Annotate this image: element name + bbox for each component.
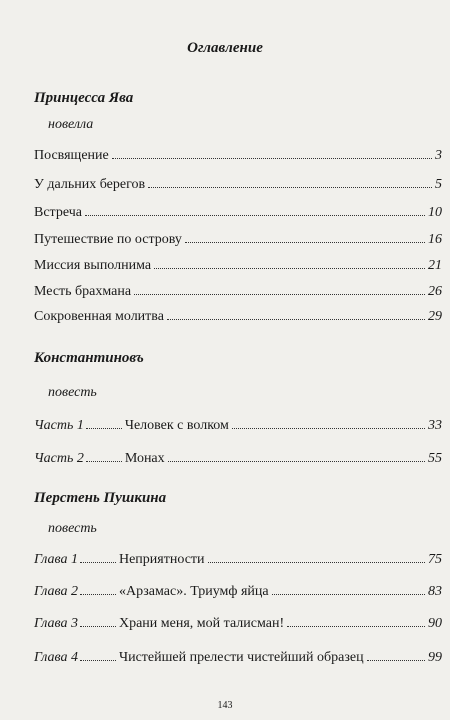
- section-title: Принцесса Ява: [34, 90, 134, 106]
- entry-page: 90: [428, 616, 442, 631]
- leader-dots: [272, 594, 425, 595]
- toc-entry: [34, 230, 442, 250]
- entry-prefix: Глава 2: [34, 584, 78, 599]
- leader-dots: [232, 428, 425, 429]
- entry-page: 29: [428, 309, 442, 324]
- entry-label: У дальних берегов: [34, 177, 146, 192]
- section-title: Константиновъ: [34, 350, 144, 366]
- entry-page: 3: [435, 148, 442, 163]
- entry-prefix: Глава 1: [34, 552, 78, 567]
- toc-entry: [34, 582, 442, 602]
- entry-label: Неприятности: [118, 552, 205, 567]
- section-genre: повесть: [48, 385, 97, 400]
- entry-label: «Арзамас». Триумф яйца: [118, 584, 269, 599]
- toc-entry: [34, 203, 442, 223]
- toc-entry: [34, 614, 442, 634]
- entry-page: 16: [428, 232, 442, 247]
- leader-dots: [167, 319, 425, 320]
- entry-label: Сокровенная молитва: [34, 309, 164, 324]
- leader-dots: [154, 268, 425, 269]
- entry-label: Человек с волком: [124, 418, 229, 433]
- toc-title: Оглавление: [187, 40, 263, 56]
- entry-page: 75: [428, 552, 442, 567]
- entry-prefix: Глава 3: [34, 616, 78, 631]
- entry-label: Чистейшей прелести чистейший образец: [118, 650, 364, 665]
- entry-label: Храни меня, мой талисман!: [118, 616, 285, 631]
- section-genre: повесть: [48, 521, 97, 536]
- toc-entry: [34, 146, 442, 166]
- entry-page: 10: [428, 205, 442, 220]
- leader-dots: [185, 242, 425, 243]
- entry-page: 5: [435, 177, 442, 192]
- entry-page: 33: [428, 418, 442, 433]
- entry-page: 99: [428, 650, 442, 665]
- entry-page: 21: [428, 258, 442, 273]
- toc-entry: [34, 416, 442, 436]
- leader-dots: [287, 626, 425, 627]
- leader-dots: [112, 158, 432, 159]
- toc-entry: [34, 550, 442, 570]
- leader-dots: [134, 294, 425, 295]
- entry-label: Миссия выполнима: [34, 258, 152, 273]
- entry-label: Посвящение: [34, 148, 109, 163]
- leader-dots: [208, 562, 425, 563]
- leader-dots: [168, 461, 425, 462]
- leader-dots: [86, 461, 122, 462]
- leader-dots: [148, 187, 432, 188]
- entry-label: Монах: [124, 451, 165, 466]
- entry-label: Месть брахмана: [34, 284, 132, 299]
- section-genre: новелла: [48, 117, 94, 132]
- entry-prefix: Глава 4: [34, 650, 78, 665]
- entry-page: 26: [428, 284, 442, 299]
- toc-entry: [34, 282, 442, 302]
- section-title: Перстень Пушкина: [34, 490, 167, 506]
- toc-entry: [34, 648, 442, 668]
- toc-entry: [34, 175, 442, 195]
- toc-entry: [34, 449, 442, 469]
- leader-dots: [80, 626, 116, 627]
- leader-dots: [80, 660, 116, 661]
- leader-dots: [85, 215, 425, 216]
- toc-entry: [34, 307, 442, 327]
- entry-prefix: Часть 2: [34, 451, 84, 466]
- entry-label: Путешествие по острову: [34, 232, 182, 247]
- entry-label: Встреча: [34, 205, 82, 220]
- entry-page: 55: [428, 451, 442, 466]
- page-number: 143: [217, 700, 233, 711]
- leader-dots: [80, 594, 116, 595]
- entry-page: 83: [428, 584, 442, 599]
- entry-prefix: Часть 1: [34, 418, 84, 433]
- toc-entry: [34, 256, 442, 276]
- leader-dots: [80, 562, 116, 563]
- leader-dots: [86, 428, 122, 429]
- leader-dots: [367, 660, 425, 661]
